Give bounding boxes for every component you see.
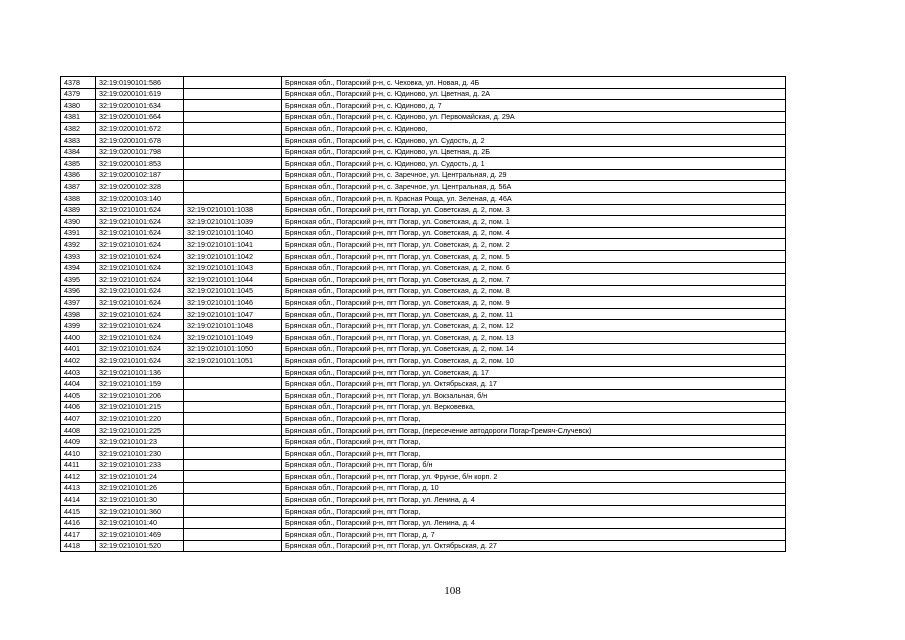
cadastral-number-cell: 32:19:0210101:230 (96, 448, 184, 460)
row-number-cell: 4396 (61, 285, 96, 297)
table-row (61, 123, 786, 135)
row-number-cell: 4403 (61, 366, 96, 378)
table-row (61, 111, 786, 123)
address-cell: Брянская обл., Погарский р-н, с. Юдиново, ул. Первомайская, д. 29А (282, 111, 786, 123)
premises-cadastral-number-cell (184, 390, 282, 402)
cadastral-number-cell: 32:19:0210101:469 (96, 529, 184, 541)
cadastral-number-cell: 32:19:0210101:624 (96, 355, 184, 367)
address-cell: Брянская обл., Погарский р-н, пгт Погар, (282, 436, 786, 448)
address-cell: Брянская обл., Погарский р-н, с. Юдиново, ул. Цветная, д. 2Б (282, 146, 786, 158)
table-row (61, 378, 786, 390)
premises-cadastral-number-cell (184, 77, 282, 89)
premises-cadastral-number-cell (184, 424, 282, 436)
premises-cadastral-number-cell (184, 192, 282, 204)
table-row (61, 192, 786, 204)
address-cell: Брянская обл., Погарский р-н, пгт Погар, ул. Советская, д. 2, пом. 14 (282, 343, 786, 355)
table-row (61, 529, 786, 541)
premises-cadastral-number-cell (184, 448, 282, 460)
row-number-cell: 4405 (61, 390, 96, 402)
row-number-cell: 4415 (61, 505, 96, 517)
row-number-cell: 4394 (61, 262, 96, 274)
table-row (61, 274, 786, 286)
table-row (61, 216, 786, 228)
cadastral-number-cell: 32:19:0200101:619 (96, 88, 184, 100)
row-number-cell: 4391 (61, 227, 96, 239)
premises-cadastral-number-cell (184, 505, 282, 517)
premises-cadastral-number-cell (184, 146, 282, 158)
address-cell: Брянская обл., Погарский р-н, пгт Погар, (282, 505, 786, 517)
cadastral-number-cell: 32:19:0210101:220 (96, 413, 184, 425)
cadastral-number-cell: 32:19:0210101:624 (96, 297, 184, 309)
table-row (61, 285, 786, 297)
row-number-cell: 4414 (61, 494, 96, 506)
premises-cadastral-number-cell (184, 134, 282, 146)
address-cell: Брянская обл., Погарский р-н, пгт Погар, (282, 448, 786, 460)
address-cell: Брянская обл., Погарский р-н, с. Чеховка, ул. Новая, д. 4Б (282, 77, 786, 89)
cadastral-number-cell: 32:19:0210101:624 (96, 250, 184, 262)
cadastral-number-cell: 32:19:0210101:624 (96, 227, 184, 239)
table-row (61, 343, 786, 355)
row-number-cell: 4379 (61, 88, 96, 100)
premises-cadastral-number-cell (184, 494, 282, 506)
row-number-cell: 4393 (61, 250, 96, 262)
row-number-cell: 4384 (61, 146, 96, 158)
address-cell: Брянская обл., Погарский р-н, пгт Погар, ул. Советская, д. 2, пом. 11 (282, 308, 786, 320)
table-row (61, 181, 786, 193)
premises-cadastral-number-cell: 32:19:0210101:1045 (184, 285, 282, 297)
premises-cadastral-number-cell (184, 111, 282, 123)
cadastral-number-cell: 32:19:0210101:624 (96, 308, 184, 320)
table-row (61, 227, 786, 239)
page-number: 108 (444, 585, 461, 597)
row-number-cell: 4413 (61, 482, 96, 494)
premises-cadastral-number-cell: 32:19:0210101:1048 (184, 320, 282, 332)
address-cell: Брянская обл., Погарский р-н, с. Заречное, ул. Центральная, д. 56А (282, 181, 786, 193)
table-row (61, 355, 786, 367)
address-cell: Брянская обл., Погарский р-н, пгт Погар, ул. Октябрьская, д. 17 (282, 378, 786, 390)
table-row (61, 77, 786, 89)
cadastral-number-cell: 32:19:0200101:678 (96, 134, 184, 146)
cadastral-number-cell: 32:19:0190101:586 (96, 77, 184, 89)
row-number-cell: 4390 (61, 216, 96, 228)
premises-cadastral-number-cell: 32:19:0210101:1050 (184, 343, 282, 355)
cadastral-number-cell: 32:19:0200101:664 (96, 111, 184, 123)
cadastral-number-cell: 32:19:0210101:624 (96, 343, 184, 355)
premises-cadastral-number-cell: 32:19:0210101:1041 (184, 239, 282, 251)
table-row (61, 134, 786, 146)
table-row (61, 297, 786, 309)
premises-cadastral-number-cell: 32:19:0210101:1043 (184, 262, 282, 274)
cadastral-number-cell: 32:19:0210101:624 (96, 274, 184, 286)
table-row (61, 471, 786, 483)
row-number-cell: 4386 (61, 169, 96, 181)
premises-cadastral-number-cell: 32:19:0210101:1047 (184, 308, 282, 320)
row-number-cell: 4387 (61, 181, 96, 193)
premises-cadastral-number-cell (184, 401, 282, 413)
row-number-cell: 4388 (61, 192, 96, 204)
premises-cadastral-number-cell: 32:19:0210101:1044 (184, 274, 282, 286)
cadastral-number-cell: 32:19:0210101:159 (96, 378, 184, 390)
address-cell: Брянская обл., Погарский р-н, пгт Погар, ул. Советская, д. 2, пом. 13 (282, 332, 786, 344)
cadastral-number-cell: 32:19:0210101:206 (96, 390, 184, 402)
table-row (61, 448, 786, 460)
row-number-cell: 4404 (61, 378, 96, 390)
address-cell: Брянская обл., Погарский р-н, пгт Погар, ул. Ленина, д. 4 (282, 494, 786, 506)
row-number-cell: 4416 (61, 517, 96, 529)
table-row (61, 158, 786, 170)
premises-cadastral-number-cell (184, 158, 282, 170)
cadastral-number-cell: 32:19:0210101:520 (96, 540, 184, 552)
row-number-cell: 4380 (61, 100, 96, 112)
premises-cadastral-number-cell: 32:19:0210101:1051 (184, 355, 282, 367)
table-row (61, 390, 786, 402)
cadastral-number-cell: 32:19:0210101:624 (96, 262, 184, 274)
cadastral-number-cell: 32:19:0210101:26 (96, 482, 184, 494)
premises-cadastral-number-cell (184, 366, 282, 378)
address-cell: Брянская обл., Погарский р-н, с. Юдиново, (282, 123, 786, 135)
cadastral-number-cell: 32:19:0210101:40 (96, 517, 184, 529)
table-row (61, 413, 786, 425)
table-row (61, 320, 786, 332)
address-cell: Брянская обл., Погарский р-н, пгт Погар, б/н (282, 459, 786, 471)
premises-cadastral-number-cell (184, 100, 282, 112)
table-row (61, 505, 786, 517)
cadastral-number-cell: 32:19:0210101:624 (96, 204, 184, 216)
row-number-cell: 4398 (61, 308, 96, 320)
premises-cadastral-number-cell (184, 529, 282, 541)
cadastral-number-cell: 32:19:0200101:798 (96, 146, 184, 158)
address-cell: Брянская обл., Погарский р-н, с. Юдиново, ул. Судость, д. 1 (282, 158, 786, 170)
address-cell: Брянская обл., Погарский р-н, пгт Погар, ул. Советская, д. 2, пом. 10 (282, 355, 786, 367)
row-number-cell: 4401 (61, 343, 96, 355)
address-cell: Брянская обл., Погарский р-н, пгт Погар, д. 10 (282, 482, 786, 494)
address-cell: Брянская обл., Погарский р-н, пгт Погар, ул. Вокзальная, б/н (282, 390, 786, 402)
address-cell: Брянская обл., Погарский р-н, пгт Погар, ул. Советская, д. 2, пом. 2 (282, 239, 786, 251)
cadastral-number-cell: 32:19:0210101:624 (96, 332, 184, 344)
table-row (61, 169, 786, 181)
table-row (61, 540, 786, 552)
row-number-cell: 4409 (61, 436, 96, 448)
row-number-cell: 4392 (61, 239, 96, 251)
row-number-cell: 4381 (61, 111, 96, 123)
cadastral-number-cell: 32:19:0200101:634 (96, 100, 184, 112)
table-row (61, 250, 786, 262)
address-cell: Брянская обл., Погарский р-н, пгт Погар, ул. Советская, д. 17 (282, 366, 786, 378)
address-cell: Брянская обл., Погарский р-н, пгт Погар, ул. Советская, д. 2, пом. 1 (282, 216, 786, 228)
address-cell: Брянская обл., Погарский р-н, пгт Погар, ул. Советская, д. 2, пом. 3 (282, 204, 786, 216)
cadastral-number-cell: 32:19:0200101:853 (96, 158, 184, 170)
premises-cadastral-number-cell (184, 540, 282, 552)
row-number-cell: 4385 (61, 158, 96, 170)
table-row (61, 401, 786, 413)
address-cell: Брянская обл., Погарский р-н, пгт Погар, ул. Советская, д. 2, пом. 9 (282, 297, 786, 309)
address-cell: Брянская обл., Погарский р-н, пгт Погар, ул. Советская, д. 2, пом. 12 (282, 320, 786, 332)
table-row (61, 459, 786, 471)
premises-cadastral-number-cell: 32:19:0210101:1042 (184, 250, 282, 262)
row-number-cell: 4399 (61, 320, 96, 332)
address-cell: Брянская обл., Погарский р-н, п. Красная Роща, ул. Зеленая, д. 46А (282, 192, 786, 204)
cadastral-number-cell: 32:19:0210101:24 (96, 471, 184, 483)
address-cell: Брянская обл., Погарский р-н, пгт Погар, (пересечение автодороги Погар-Гремяч-Случевск) (282, 424, 786, 436)
premises-cadastral-number-cell (184, 378, 282, 390)
cadastral-number-cell: 32:19:0210101:233 (96, 459, 184, 471)
row-number-cell: 4378 (61, 77, 96, 89)
table-row (61, 332, 786, 344)
cadastral-number-cell: 32:19:0210101:360 (96, 505, 184, 517)
row-number-cell: 4382 (61, 123, 96, 135)
address-cell: Брянская обл., Погарский р-н, пгт Погар, ул. Советская, д. 2, пом. 6 (282, 262, 786, 274)
row-number-cell: 4402 (61, 355, 96, 367)
address-cell: Брянская обл., Погарский р-н, пгт Погар, ул. Советская, д. 2, пом. 4 (282, 227, 786, 239)
table-row (61, 482, 786, 494)
premises-cadastral-number-cell: 32:19:0210101:1038 (184, 204, 282, 216)
address-cell: Брянская обл., Погарский р-н, с. Юдиново, ул. Цветная, д. 2А (282, 88, 786, 100)
table-row (61, 239, 786, 251)
cadastral-number-cell: 32:19:0210101:624 (96, 320, 184, 332)
table-row (61, 436, 786, 448)
cadastral-number-cell: 32:19:0210101:23 (96, 436, 184, 448)
table-row (61, 308, 786, 320)
premises-cadastral-number-cell (184, 413, 282, 425)
table-row (61, 100, 786, 112)
premises-cadastral-number-cell (184, 436, 282, 448)
address-cell: Брянская обл., Погарский р-н, пгт Погар, ул. Советская, д. 2, пом. 5 (282, 250, 786, 262)
table-row (61, 262, 786, 274)
cadastral-number-cell: 32:19:0210101:30 (96, 494, 184, 506)
table-row (61, 517, 786, 529)
cadastral-number-cell: 32:19:0200101:672 (96, 123, 184, 135)
table-row (61, 494, 786, 506)
row-number-cell: 4417 (61, 529, 96, 541)
premises-cadastral-number-cell: 32:19:0210101:1040 (184, 227, 282, 239)
row-number-cell: 4406 (61, 401, 96, 413)
premises-cadastral-number-cell: 32:19:0210101:1046 (184, 297, 282, 309)
row-number-cell: 4412 (61, 471, 96, 483)
premises-cadastral-number-cell (184, 181, 282, 193)
address-cell: Брянская обл., Погарский р-н, пгт Погар, ул. Советская, д. 2, пом. 8 (282, 285, 786, 297)
table-row (61, 204, 786, 216)
table-row (61, 88, 786, 100)
address-cell: Брянская обл., Погарский р-н, пгт Погар, ул. Ленина, д. 4 (282, 517, 786, 529)
address-cell: Брянская обл., Погарский р-н, пгт Погар, ул. Фрунзе, б/н корп. 2 (282, 471, 786, 483)
cadastral-number-cell: 32:19:0210101:225 (96, 424, 184, 436)
row-number-cell: 4418 (61, 540, 96, 552)
table-row (61, 424, 786, 436)
address-cell: Брянская обл., Погарский р-н, пгт Погар, ул. Октябрьская, д. 27 (282, 540, 786, 552)
premises-cadastral-number-cell (184, 482, 282, 494)
row-number-cell: 4383 (61, 134, 96, 146)
address-cell: Брянская обл., Погарский р-н, с. Юдиново, ул. Судость, д. 2 (282, 134, 786, 146)
cadastral-number-cell: 32:19:0210101:624 (96, 285, 184, 297)
address-cell: Брянская обл., Погарский р-н, пгт Погар, д. 7 (282, 529, 786, 541)
premises-cadastral-number-cell (184, 88, 282, 100)
premises-cadastral-number-cell (184, 169, 282, 181)
property-register-table (60, 76, 786, 552)
cadastral-number-cell: 32:19:0200103:140 (96, 192, 184, 204)
row-number-cell: 4400 (61, 332, 96, 344)
row-number-cell: 4407 (61, 413, 96, 425)
table-row (61, 146, 786, 158)
premises-cadastral-number-cell: 32:19:0210101:1039 (184, 216, 282, 228)
premises-cadastral-number-cell: 32:19:0210101:1049 (184, 332, 282, 344)
address-cell: Брянская обл., Погарский р-н, пгт Погар, ул. Верковевка, (282, 401, 786, 413)
row-number-cell: 4411 (61, 459, 96, 471)
row-number-cell: 4408 (61, 424, 96, 436)
premises-cadastral-number-cell (184, 517, 282, 529)
cadastral-number-cell: 32:19:0200102:328 (96, 181, 184, 193)
row-number-cell: 4395 (61, 274, 96, 286)
row-number-cell: 4397 (61, 297, 96, 309)
cadastral-number-cell: 32:19:0210101:215 (96, 401, 184, 413)
cadastral-number-cell: 32:19:0200102:187 (96, 169, 184, 181)
premises-cadastral-number-cell (184, 471, 282, 483)
address-cell: Брянская обл., Погарский р-н, с. Юдиново, д. 7 (282, 100, 786, 112)
address-cell: Брянская обл., Погарский р-н, с. Заречное, ул. Центральная, д. 29 (282, 169, 786, 181)
cadastral-number-cell: 32:19:0210101:136 (96, 366, 184, 378)
row-number-cell: 4410 (61, 448, 96, 460)
premises-cadastral-number-cell (184, 459, 282, 471)
premises-cadastral-number-cell (184, 123, 282, 135)
address-cell: Брянская обл., Погарский р-н, пгт Погар, (282, 413, 786, 425)
row-number-cell: 4389 (61, 204, 96, 216)
address-cell: Брянская обл., Погарский р-н, пгт Погар, ул. Советская, д. 2, пом. 7 (282, 274, 786, 286)
cadastral-number-cell: 32:19:0210101:624 (96, 239, 184, 251)
cadastral-number-cell: 32:19:0210101:624 (96, 216, 184, 228)
table-body (61, 77, 786, 552)
table-row (61, 366, 786, 378)
